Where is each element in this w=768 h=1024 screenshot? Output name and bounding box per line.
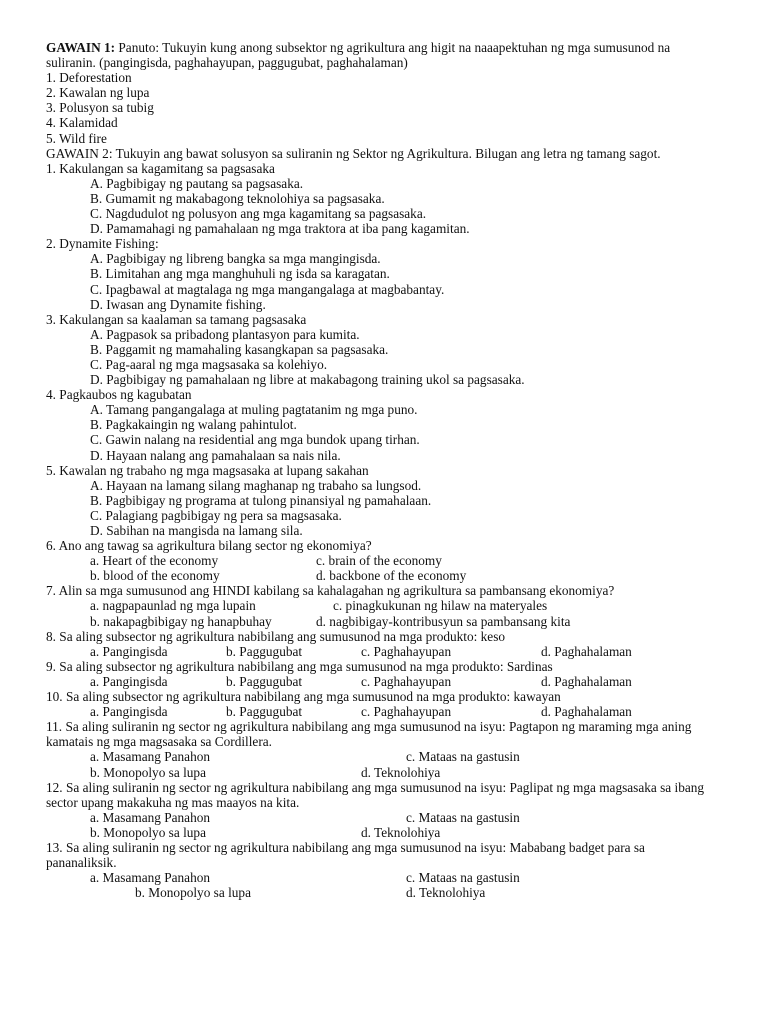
answer-choice: C. Palagiang pagbibigay ng pera sa magsasaka. xyxy=(90,507,342,523)
question-stem: 2. Dynamite Fishing: xyxy=(46,236,159,252)
answer-choice: B. Limitahan ang mga manghuhuli ng isda sa karagatan. xyxy=(90,266,390,282)
question-stem: 11. Sa aling suliranin ng sector ng agrikultura nabibilang ang mga sumusunod na isyu: Pagtapon ng maraming mga aning kamatais ng mga magsasaka sa Cordillera. xyxy=(46,719,692,750)
choice-row xyxy=(46,674,716,689)
question-stem: 13. Sa aling suliranin ng sector ng agrikultura nabibilang ang mga sumusunod na isyu: Mababang badget para sa pananaliksik. xyxy=(46,839,645,871)
answer-choice: D. Sabihan na mangisda na lamang sila. xyxy=(90,523,303,538)
answer-choice: c. Mataas na gastusin xyxy=(406,870,520,886)
question-stem: 9. Sa aling subsector ng agrikultura nabibilang ang mga sumusunod na mga produkto: Sardinas xyxy=(46,658,553,674)
answer-choice: B. Gumamit ng makabagong teknolohiya sa pagsasaka. xyxy=(90,190,385,206)
answer-choice: b. blood of the economy xyxy=(90,568,220,584)
gawain1-item: 5. Wild fire xyxy=(46,130,107,146)
answer-choice: b. Paggugubat xyxy=(226,704,303,720)
answer-choice: C. Gawin nalang na residential ang mga bundok upang tirhan. xyxy=(90,432,420,448)
answer-choice: b. Paggugubat xyxy=(226,643,303,659)
answer-choice: c. Mataas na gastusin xyxy=(406,809,520,825)
choice-row xyxy=(46,704,716,719)
answer-choice: b. nakapagbibigay ng hanapbuhay xyxy=(90,613,272,629)
answer-choice: b. Monopolyo sa lupa xyxy=(135,885,251,901)
choice-row xyxy=(46,870,716,885)
answer-choice: a. Masamang Panahon xyxy=(90,809,211,825)
answer-choice: A. Pagpasok sa pribadong plantasyon para kumita. xyxy=(90,326,360,342)
choice-row xyxy=(46,553,716,568)
choice-row xyxy=(46,614,716,629)
answer-choice: B. Paggamit ng mamahaling kasangkapan sa pagsasaka. xyxy=(90,341,389,357)
question-stem: 4. Pagkaubos ng kagubatan xyxy=(46,387,192,403)
answer-choice: a. Pangingisda xyxy=(90,673,168,689)
answer-choice: C. Ipagbawal at magtalaga ng mga mangangalaga at magbabantay. xyxy=(90,281,445,297)
worksheet-content xyxy=(46,40,716,900)
answer-choice: c. Paghahayupan xyxy=(361,643,452,659)
choice-row xyxy=(46,885,716,900)
answer-choice: d. Teknolohiya xyxy=(361,824,441,840)
answer-choice: C. Nagdudulot ng polusyon ang mga kagamitang sa pagsasaka. xyxy=(90,206,427,222)
gawain1-item: 2. Kawalan ng lupa xyxy=(46,85,150,101)
gawain1-instruction-text: Panuto: Tukuyin kung anong subsektor ng agrikultura ang higit na naaapektuhan ng mga sumusunod na suliranin. (pangingisda, paghahayupan, paggugubat, paghahalaman) xyxy=(46,40,671,71)
question-stem: 7. Alin sa mga sumusunod ang HINDI kabilang sa kahalagahan ng agrikultura sa pambansang ekonomiya? xyxy=(46,583,615,599)
answer-choice: c. brain of the economy xyxy=(316,553,442,569)
choice-row xyxy=(46,810,716,825)
answer-choice: A. Pagbibigay ng pautang sa pagsasaka. xyxy=(90,175,304,191)
question-stem: 10. Sa aling subsector ng agrikultura nabibilang ang mga sumusunod na mga produkto: kawayan xyxy=(46,689,561,705)
answer-choice: a. Masamang Panahon xyxy=(90,749,211,765)
choice-row xyxy=(46,765,716,780)
choice-row xyxy=(46,749,716,764)
answer-choice: a. nagpapaunlad ng mga lupain xyxy=(90,598,256,614)
question-stem: 5. Kawalan ng trabaho ng mga magsasaka at lupang sakahan xyxy=(46,462,369,478)
answer-choice: d. backbone of the economy xyxy=(316,568,467,584)
answer-choice: a. Pangingisda xyxy=(90,643,168,659)
answer-choice: A. Hayaan na lamang silang maghanap ng trabaho sa lungsod. xyxy=(90,477,422,493)
answer-choice: D. Pagbibigay ng pamahalaan ng libre at makabagong training ukol sa pagsasaka. xyxy=(90,372,525,388)
answer-choice: d. Paghahalaman xyxy=(541,643,632,659)
answer-choice: b. Monopolyo sa lupa xyxy=(90,824,206,840)
answer-choice: c. Paghahayupan xyxy=(361,704,452,720)
answer-choice: D. Hayaan nalang ang pamahalaan sa nais nila. xyxy=(90,447,341,463)
gawain1-item: 4. Kalamidad xyxy=(46,115,118,131)
answer-choice: B. Pagbibigay ng programa at tulong pinansiyal ng pamahalaan. xyxy=(90,492,432,508)
gawain2-instruction: GAWAIN 2: Tukuyin ang bawat solusyon sa suliranin ng Sektor ng Agrikultura. Bilugan ang letra ng tamang sagot. xyxy=(46,145,661,161)
answer-choice: D. Iwasan ang Dynamite fishing. xyxy=(90,296,266,312)
question-stem: 6. Ano ang tawag sa agrikultura bilang sector ng ekonomiya? xyxy=(46,538,372,554)
answer-choice: a. Pangingisda xyxy=(90,704,168,720)
question-stem: 12. Sa aling suliranin ng sector ng agrikultura nabibilang ang mga sumusunod na isyu: Paglipat ng mga magsasaka sa ibang sector upang makakuha ng mas maayos na kita. xyxy=(46,779,705,810)
answer-choice: a. Masamang Panahon xyxy=(90,870,211,886)
gawain1-instruction xyxy=(46,40,716,70)
gawain1-item: 3. Polusyon sa tubig xyxy=(46,100,154,116)
question-stem: 8. Sa aling subsector ng agrikultura nabibilang ang sumusunod na mga produkto: keso xyxy=(46,628,506,644)
choice-row xyxy=(46,825,716,840)
answer-choice: d. nagbibigay-kontribusyun sa pambansang kita xyxy=(316,613,571,629)
answer-choice: D. Pamamahagi ng pamahalaan ng mga traktora at iba pang kagamitan. xyxy=(90,221,470,237)
choice-row xyxy=(46,598,716,613)
answer-choice: b. Monopolyo sa lupa xyxy=(90,764,206,780)
answer-choice: c. pinagkukunan ng hilaw na materyales xyxy=(333,598,548,614)
answer-choice: d. Paghahalaman xyxy=(541,704,632,720)
answer-choice: B. Pagkakaingin ng walang pahintulot. xyxy=(90,417,297,433)
question-stem: 3. Kakulangan sa kaalaman sa tamang pagsasaka xyxy=(46,311,307,327)
answer-choice: C. Pag-aaral ng mga magsasaka sa kolehiyo. xyxy=(90,356,328,372)
answer-choice: d. Paghahalaman xyxy=(541,673,632,689)
answer-choice: b. Paggugubat xyxy=(226,673,303,689)
answer-choice: d. Teknolohiya xyxy=(361,764,441,780)
answer-choice: c. Mataas na gastusin xyxy=(406,749,520,765)
gawain1-label: GAWAIN 1: xyxy=(46,40,116,55)
answer-choice: a. Heart of the economy xyxy=(90,553,219,569)
question-stem: 1. Kakulangan sa kagamitang sa pagsasaka xyxy=(46,160,275,176)
answer-choice: d. Teknolohiya xyxy=(406,885,486,901)
answer-choice: A. Tamang pangangalaga at muling pagtatanim ng mga puno. xyxy=(90,402,418,418)
answer-choice: A. Pagbibigay ng libreng bangka sa mga mangingisda. xyxy=(90,251,381,267)
choice-row xyxy=(46,568,716,583)
choice-row xyxy=(46,644,716,659)
answer-choice: c. Paghahayupan xyxy=(361,673,452,689)
gawain1-item: 1. Deforestation xyxy=(46,70,132,86)
